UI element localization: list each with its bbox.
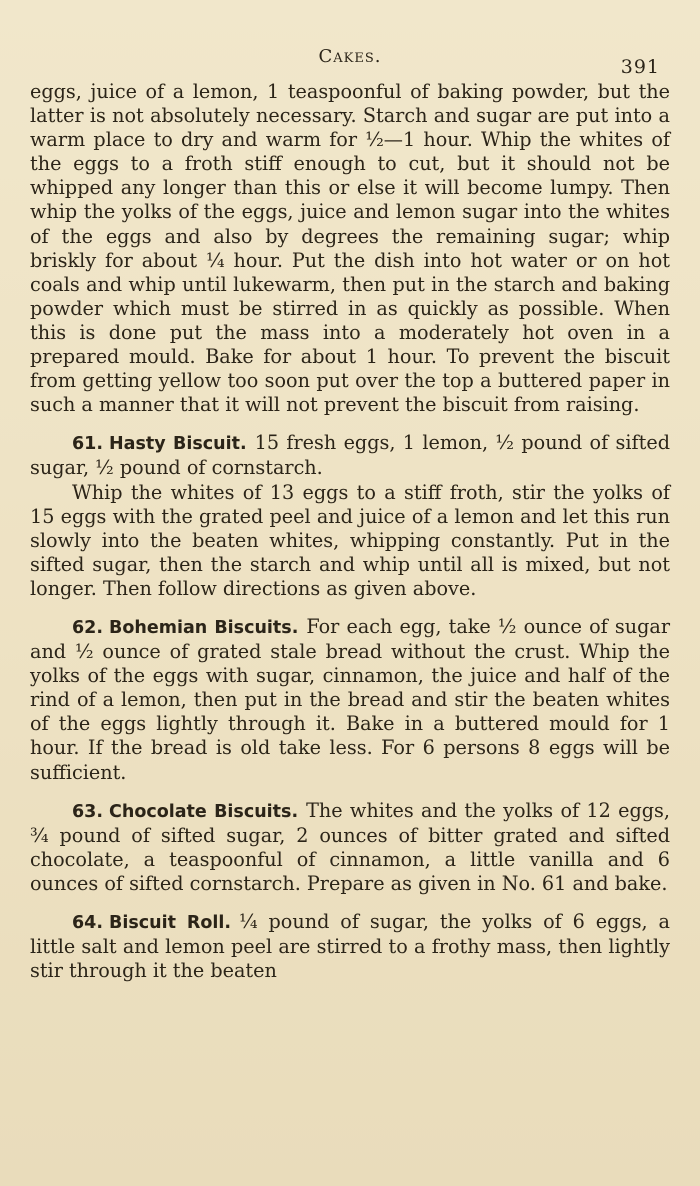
page-header (30, 0, 670, 84)
recipe-heading-paragraph (30, 910, 670, 983)
recipe-number: 64. (72, 913, 104, 933)
recipe-method: Whip the whites of 13 eggs to a stiff froth, stir the yolks of 15 eggs with the grated peel and juice of a lemon and let this run slowly into the beaten whites, whipping constantly. Put in the sifted sugar, then the starch and whip until all is mixed, but not longer. Then follow directions as given above. (30, 480, 670, 600)
page-number: 391 (620, 56, 660, 78)
recipe-ingredients: The whites and the yolks of 12 eggs, ¾ pound of sifted sugar, 2 ounces of bitter grated and sifted chocolate, a teaspoonful of cinnamon, a little vanilla and 6 ounces of sifted cornstarch. Prepare as given in No. 61 and bake. (30, 798, 670, 895)
recipe-number: 63. (72, 801, 104, 822)
running-head: Cakes. (318, 46, 382, 67)
continuation-paragraph: eggs, juice of a lemon, 1 teaspoonful of baking powder, but the latter is not absolutely necessary. Starch and sugar are put into a warm place to dry and warm for ½—1 hour. Whip the whites of the eggs to a froth stiff enough to cut, but it should not be whipped any longer than this or else it will become lumpy. Then whip the yolks of the eggs, juice and lemon sugar into the whites of the eggs and also by degrees the remaining sugar; whip briskly for about ¼ hour. Put the dish into hot water or on hot coals and whip until lukewarm, then put in the starch and baking powder which must be stirred in as quickly as possible. When this is done put the mass into a moderately hot oven in a prepared mould. Bake for about 1 hour. To prevent the biscuit from getting yellow too soon put over the top a buttered paper in such a manner that it will not prevent the biscuit from raising. (30, 80, 670, 417)
recipe-heading-paragraph (30, 615, 670, 785)
recipe-ingredients: ¼ pound of sugar, the yolks of 6 eggs, a little salt and lemon peel are stirred to a frothy mass, then lightly stir through it the beaten (30, 910, 670, 983)
recipe-title: Hasty Biscuit. (109, 434, 247, 455)
recipe-ingredients: 15 fresh eggs, 1 lemon, ½ pound of sifted sugar, ½ pound of cornstarch. (30, 431, 670, 480)
recipe-number: 61. (72, 434, 104, 455)
recipe-number: 62. (72, 617, 104, 638)
recipe-63 (30, 799, 670, 896)
recipe-64 (30, 910, 670, 983)
recipe-title: Bohemian Biscuits. (109, 617, 299, 638)
recipe-title: Chocolate Biscuits. (109, 801, 299, 822)
recipe-title: Biscuit Roll. (109, 913, 232, 933)
recipe-heading-paragraph (30, 799, 670, 896)
recipe-heading-paragraph (30, 431, 670, 480)
recipe-ingredients: For each egg, take ½ ounce of sugar and ½ ounce of grated stale bread without the crust. Whip the yolks of the eggs with sugar, cinnamon, the juice and half of the rind of a lemon, then put in the bread and stir the beaten whites of the eggs lightly through it. Bake in a buttered mould for 1 hour. If the bread is old take less. For 6 persons 8 eggs will be sufficient. (30, 614, 670, 784)
recipe-62 (30, 615, 670, 785)
recipe-61 (30, 431, 670, 601)
